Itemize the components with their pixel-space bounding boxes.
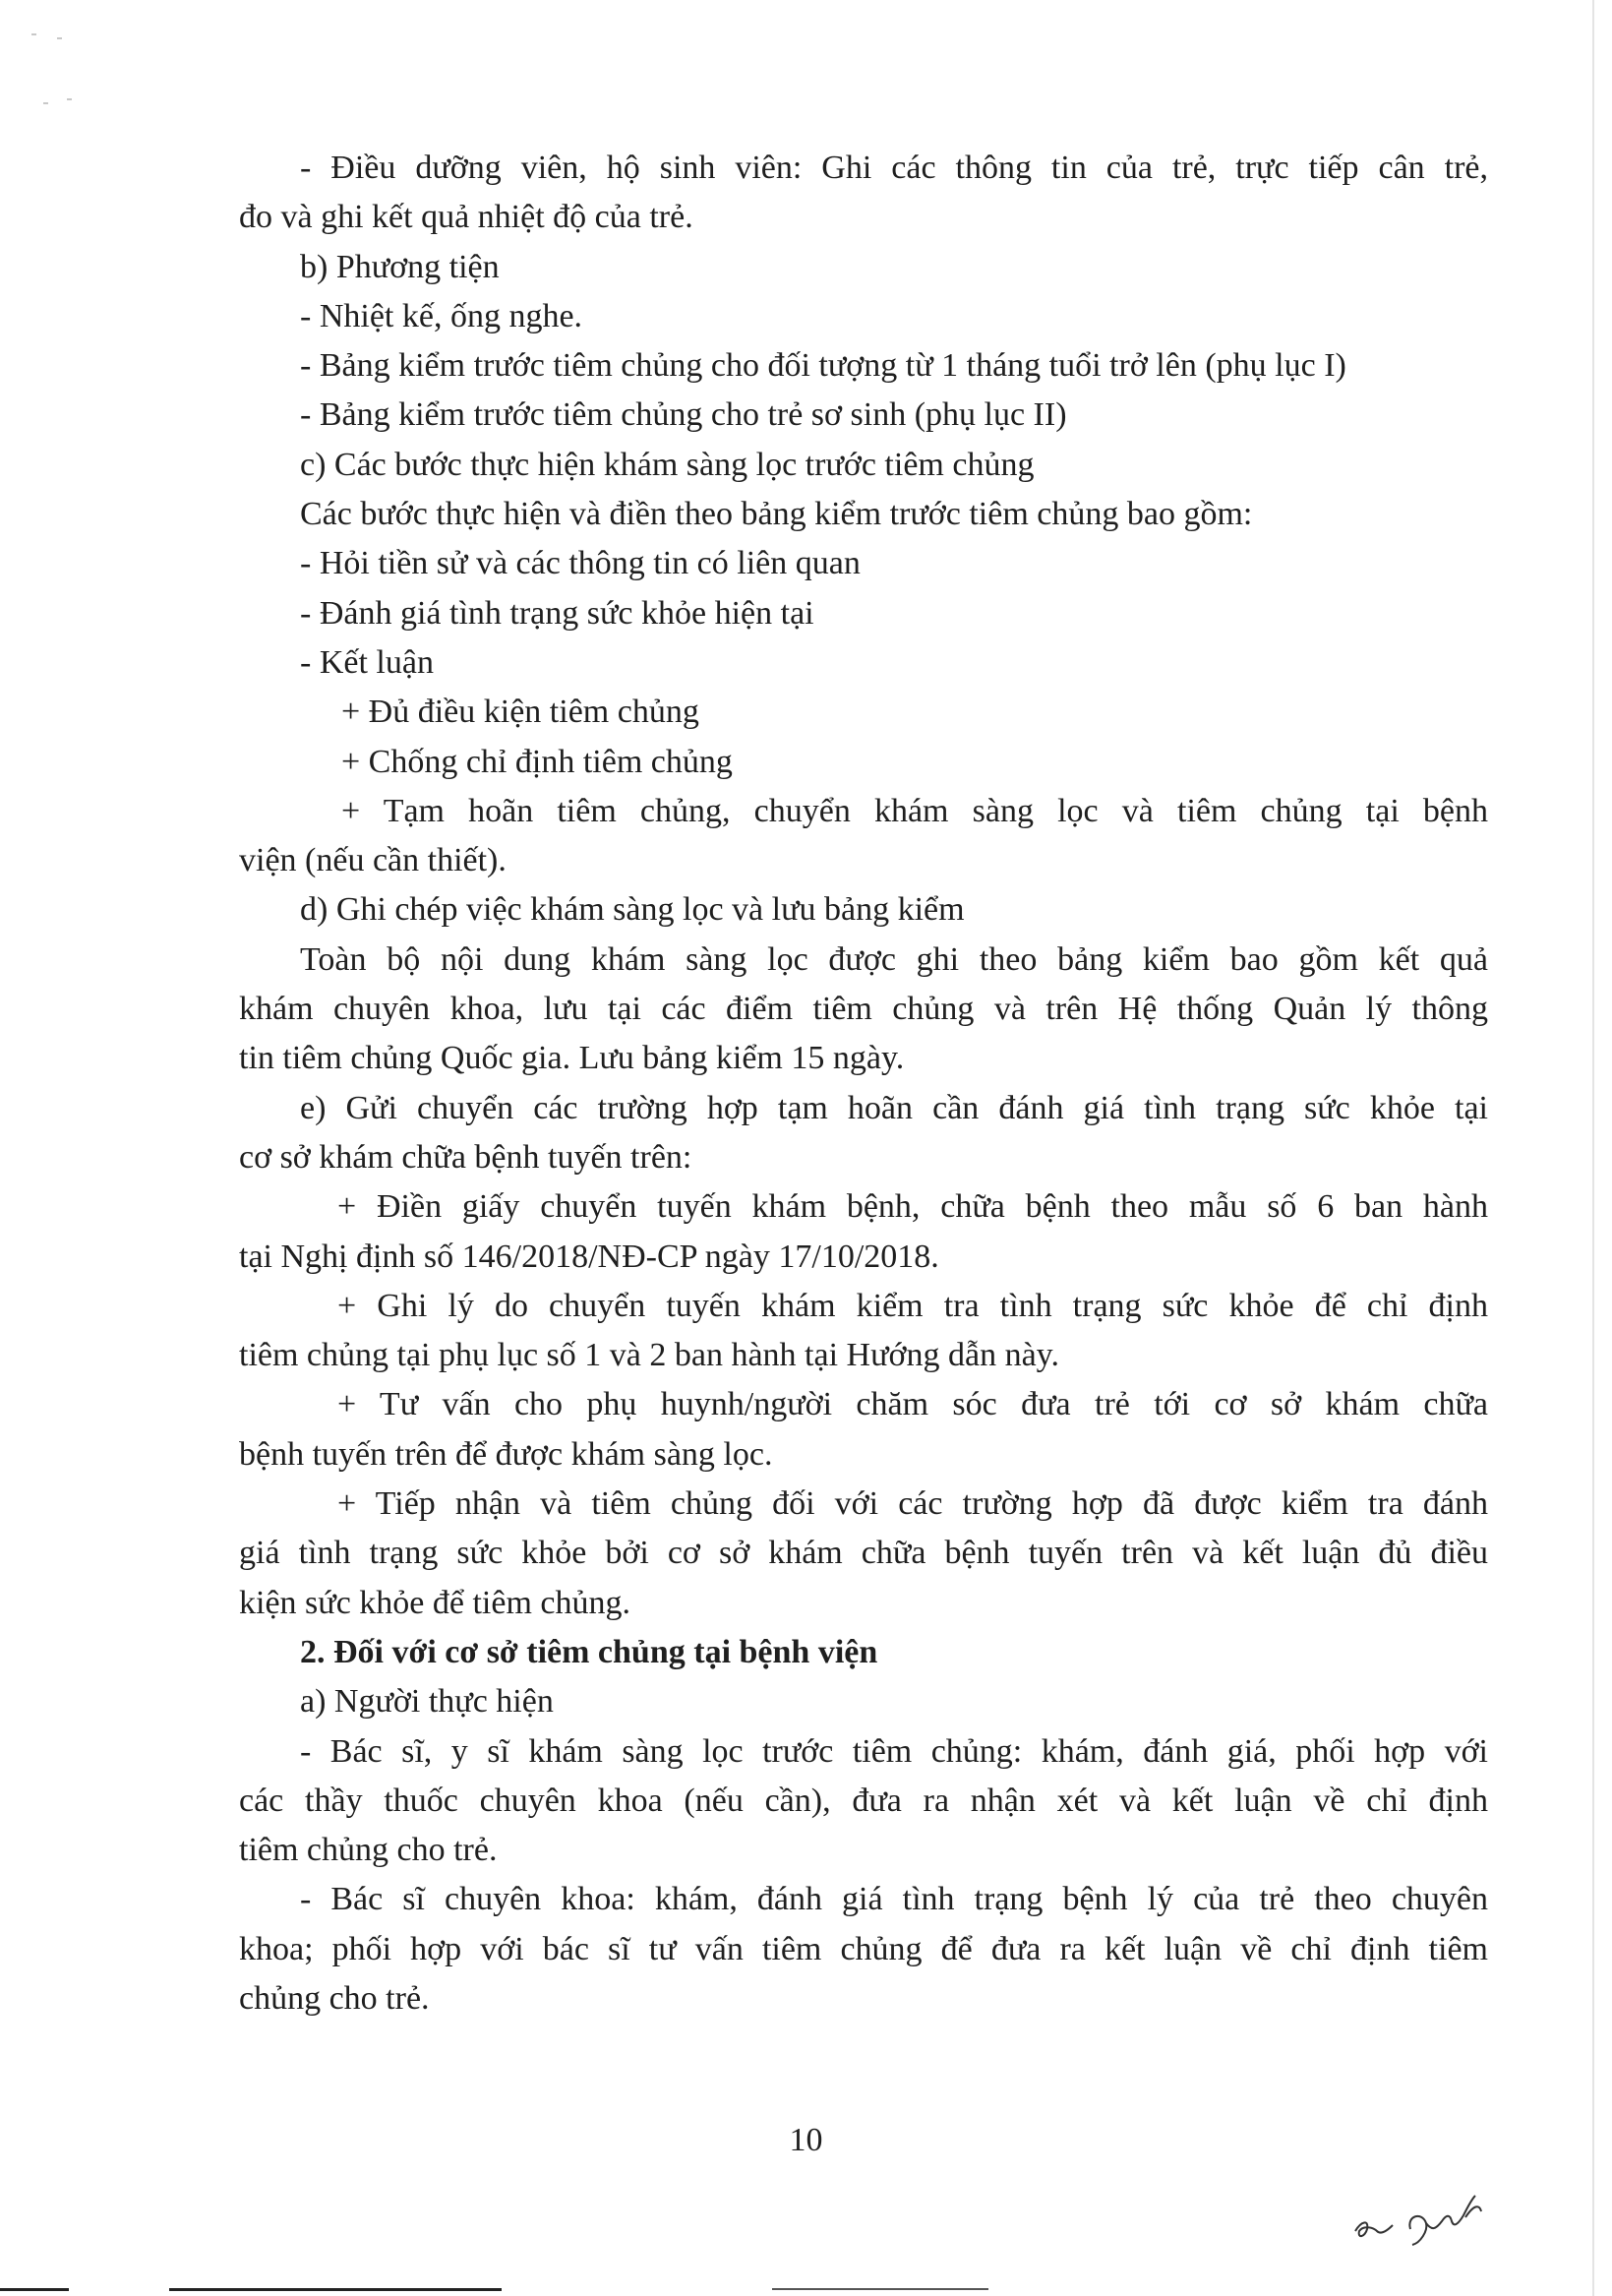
- section-heading: 2. Đối với cơ sở tiêm chủng tại bệnh viện: [300, 1633, 878, 1670]
- margin-mark: [43, 102, 48, 104]
- text-line: - Điều dưỡng viên, hộ sinh viên: Ghi các thông tin của trẻ, trực tiếp cân trẻ,: [300, 150, 1488, 186]
- text-line: tiêm chủng tại phụ lục số 1 và 2 ban hành tại Hướng dẫn này.: [239, 1337, 1059, 1374]
- text-line: tiêm chủng cho trẻ.: [239, 1832, 498, 1869]
- text-line: viện (nếu cần thiết).: [239, 842, 507, 879]
- text-line: - Hỏi tiền sử và các thông tin có liên quan: [300, 545, 861, 582]
- text-line: bệnh tuyến trên để được khám sàng lọc.: [239, 1435, 773, 1473]
- page-number: 10: [789, 2122, 823, 2158]
- text-line: + Đủ điều kiện tiêm chủng: [341, 694, 699, 731]
- text-line: Toàn bộ nội dung khám sàng lọc được ghi theo bảng kiểm bao gồm kết quả: [300, 940, 1488, 978]
- bottom-rule: [0, 2288, 69, 2291]
- text-line: a) Người thực hiện: [300, 1683, 554, 1721]
- text-line: giá tình trạng sức khỏe bởi cơ sở khám chữa bệnh tuyến trên và kết luận đủ điều: [239, 1535, 1488, 1572]
- text-line: kiện sức khỏe để tiêm chủng.: [239, 1584, 630, 1621]
- text-line: + Tạm hoãn tiêm chủng, chuyển khám sàng lọc và tiêm chủng tại bệnh: [341, 792, 1488, 829]
- text-line: d) Ghi chép việc khám sàng lọc và lưu bảng kiểm: [300, 891, 965, 929]
- text-line: đo và ghi kết quả nhiệt độ của trẻ.: [239, 199, 693, 236]
- text-line: cơ sở khám chữa bệnh tuyến trên:: [239, 1138, 692, 1176]
- text-line: các thầy thuốc chuyên khoa (nếu cần), đưa ra nhận xét và kết luận về chỉ định: [239, 1782, 1488, 1819]
- text-line: khám chuyên khoa, lưu tại các điểm tiêm chủng và trên Hệ thống Quản lý thông: [239, 991, 1488, 1028]
- text-line: - Đánh giá tình trạng sức khỏe hiện tại: [300, 594, 814, 632]
- bottom-rule: [169, 2288, 502, 2291]
- text-line: + Điền giấy chuyển tuyến khám bệnh, chữa bệnh theo mẫu số 6 ban hành: [337, 1188, 1488, 1226]
- bottom-rule: [772, 2288, 988, 2290]
- text-line: b) Phương tiện: [300, 248, 500, 285]
- document-body: [239, 144, 1488, 2024]
- text-line: - Bảng kiểm trước tiêm chủng cho đối tượng từ 1 tháng tuổi trở lên (phụ lục I): [300, 347, 1346, 385]
- text-line: - Bảng kiểm trước tiêm chủng cho trẻ sơ sinh (phụ lục II): [300, 396, 1067, 434]
- margin-mark: [67, 98, 72, 100]
- text-line: e) Gửi chuyển các trường hợp tạm hoãn cần đánh giá tình trạng sức khỏe tại: [300, 1089, 1488, 1126]
- text-line: - Bác sĩ chuyên khoa: khám, đánh giá tình trạng bệnh lý của trẻ theo chuyên: [300, 1881, 1488, 1918]
- text-line: c) Các bước thực hiện khám sàng lọc trước tiêm chủng: [300, 446, 1035, 483]
- text-line: chủng cho trẻ.: [239, 1979, 430, 2017]
- text-line: - Kết luận: [300, 643, 434, 681]
- signature: [1347, 2186, 1515, 2255]
- text-line: khoa; phối hợp với bác sĩ tư vấn tiêm chủng để đưa ra kết luận về chỉ định tiêm: [239, 1930, 1488, 1967]
- text-line: Các bước thực hiện và điền theo bảng kiểm trước tiêm chủng bao gồm:: [300, 496, 1253, 533]
- margin-mark: [31, 33, 36, 35]
- margin-mark: [57, 37, 62, 39]
- text-line: tại Nghị định số 146/2018/NĐ-CP ngày 17/10/2018.: [239, 1238, 939, 1275]
- page-edge: [1592, 0, 1594, 2296]
- text-line: + Tiếp nhận và tiêm chủng đối với các trường hợp đã được kiểm tra đánh: [337, 1485, 1488, 1523]
- text-line: + Tư vấn cho phụ huynh/người chăm sóc đưa trẻ tới cơ sở khám chữa: [337, 1386, 1488, 1423]
- text-line: + Chống chỉ định tiêm chủng: [341, 743, 733, 780]
- text-line: - Nhiệt kế, ống nghe.: [300, 297, 583, 334]
- text-line: - Bác sĩ, y sĩ khám sàng lọc trước tiêm chủng: khám, đánh giá, phối hợp với: [300, 1732, 1488, 1770]
- text-line: + Ghi lý do chuyển tuyến khám kiểm tra tình trạng sức khỏe để chỉ định: [337, 1287, 1488, 1324]
- text-line: tin tiêm chủng Quốc gia. Lưu bảng kiểm 15 ngày.: [239, 1040, 905, 1077]
